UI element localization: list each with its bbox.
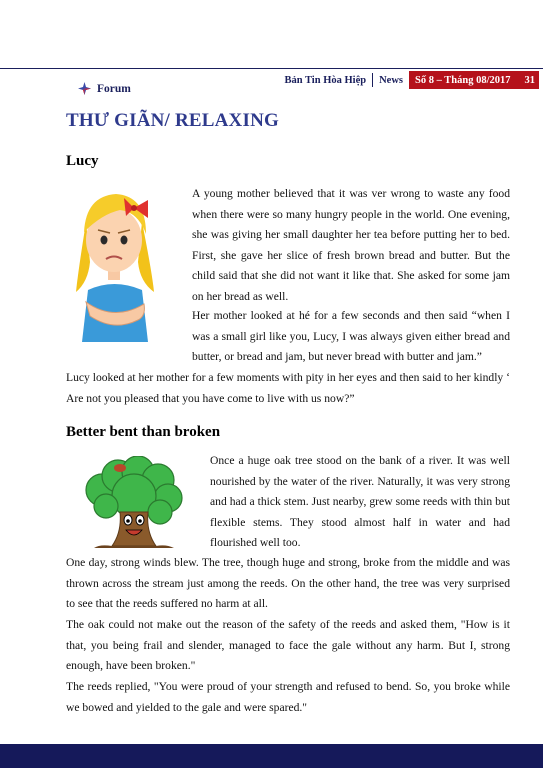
section-news: News bbox=[379, 74, 403, 86]
girl-illustration bbox=[68, 182, 160, 342]
story-paragraph: Once a huge oak tree stood on the bank of a river. It was well nourished by the water of the river. Naturally, it was very strong and had a thick stem. Just nearby, grew some reeds with thin but flexible stems. They stood almost half in water and had flourished well too. bbox=[210, 454, 510, 549]
story-title-lucy: Lucy bbox=[66, 153, 99, 169]
story-paragraph: Lucy looked at her mother for a few moments with pity in her eyes and then said to her kindly ‘ Are not you pleased that you have come to live with us now?” bbox=[66, 371, 510, 405]
page-header bbox=[278, 71, 539, 89]
footer-bar bbox=[0, 744, 543, 768]
pin-icon bbox=[78, 82, 91, 95]
story-title-bent: Better bent than broken bbox=[66, 424, 221, 440]
tree-illustration bbox=[82, 456, 186, 548]
header-rule bbox=[0, 68, 543, 69]
forum-text: Forum bbox=[97, 82, 131, 95]
story-paragraph: Her mother looked at hé for a few seconds and then said “when I was a small girl like you, Lucy, I was always given either bread and butter, or bread and jam, but never bread with butter and jam.” bbox=[192, 309, 510, 363]
page-number: 31 bbox=[525, 71, 540, 89]
section-title: THƯ GIÃN/ RELAXING bbox=[66, 110, 279, 131]
forum-label bbox=[78, 82, 131, 95]
story-paragraph: A young mother believed that it was ver wrong to waste any food when there were so many hungry people in the world. One evening, she was giving her small daughter her tea before putting her to bed. First, she gave her slice of fresh brown bread and butter. But the child said that she did not want it like that. She asked for some jam on her bread as well. bbox=[192, 187, 510, 303]
story-paragraph: The oak could not make out the reason of the safety of the reeds and asked them, "How is it that, you being frail and slender, managed to face the gale without any harm. But I, strong enough, have been broken." bbox=[66, 618, 510, 672]
story-paragraph: One day, strong winds blew. The tree, though huge and strong, broke from the middle and was thrown across the stream just among the reeds. On the other hand, the tree was very surprised to see that the reeds suffered no harm at all. bbox=[66, 556, 510, 610]
publication-title: Bản Tin Hòa Hiệp bbox=[284, 74, 367, 86]
story-paragraph: The reeds replied, "You were proud of your strength and refused to bend. So, you broke while we bowed and yielded to the gale and were spared." bbox=[66, 680, 510, 714]
issue-label: Số 8 – Tháng 08/2017 bbox=[409, 71, 525, 89]
